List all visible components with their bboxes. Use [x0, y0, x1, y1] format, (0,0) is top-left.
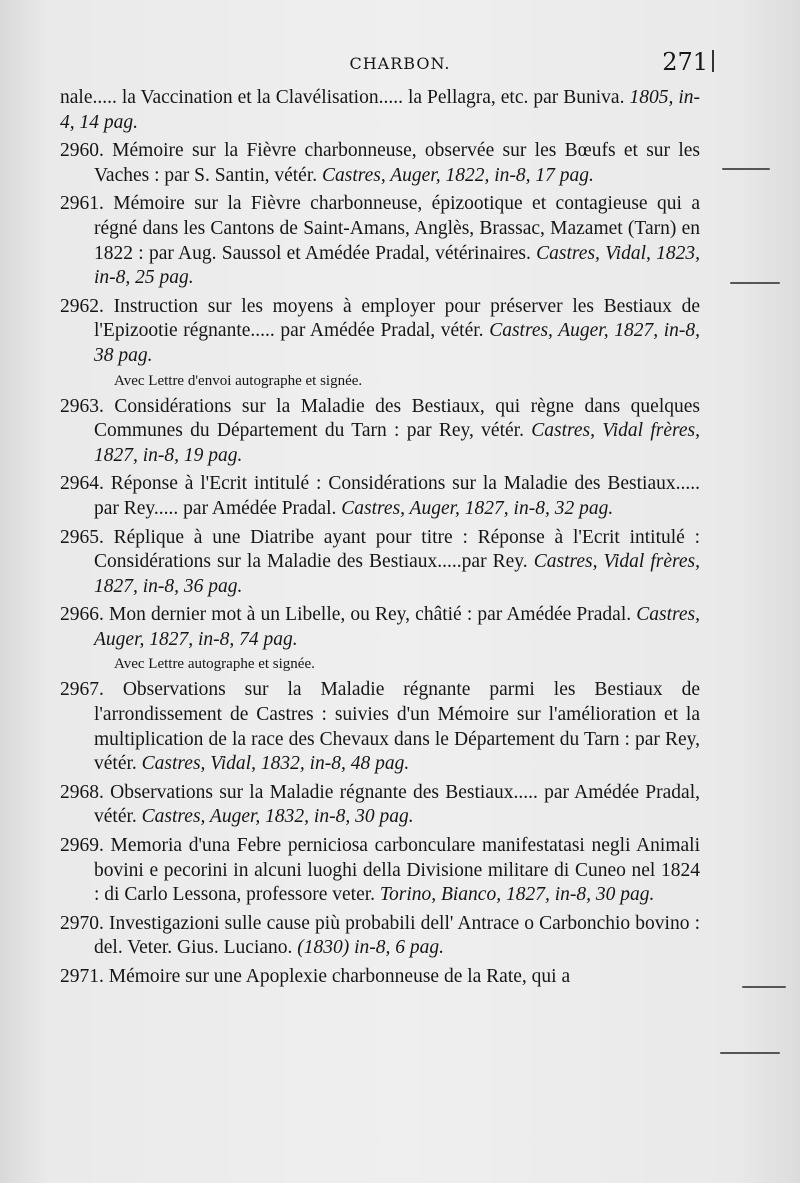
margin-pencil-mark [730, 282, 780, 284]
page-edge-rule [712, 50, 714, 72]
entry-text: Considérations sur la Maladie des Bestiaux, qui règne dans quelques Communes du Département du Tarn : par Rey, vétér. [94, 395, 700, 442]
entry-publication: Castres, Auger, 1827, in-8, 38 pag. [94, 320, 700, 366]
entry-publication: Castres, Auger, 1827, in-8, 32 pag. [341, 497, 614, 519]
entry-publication: Castres, Auger, 1822, in-8, 17 pag. [322, 164, 594, 186]
entry-text: Investigazioni sulle cause più probabili dell' Antrace o Carbonchio bovino : del. Veter. Gius. Luciano. [94, 912, 700, 959]
entry-text: Instruction sur les moyens à employer pour préserver les Bestiaux de l'Epizootie régnante..... par Amédée Pradal, vétér. [94, 295, 701, 342]
entry-continuation [60, 86, 700, 135]
entry-text: Réplique à une Diatribe ayant pour titre : Réponse à l'Ecrit intitulé : Considérations sur la Maladie des Bestiaux.....par Rey. [94, 526, 700, 573]
entry-text: nale..... la Vaccination et la Clavélisation..... la Pellagra, etc. par Buniva. [60, 87, 625, 108]
entry-publication: (1830) in-8, 6 pag. [297, 937, 445, 959]
entry-2962 [60, 295, 700, 369]
entry-number: 2961. [60, 193, 104, 215]
entry-publication: Castres, Auger, 1832, in-8, 30 pag. [141, 806, 414, 828]
entry-number: 2965. [60, 526, 104, 548]
entry-number: 2963. [60, 395, 104, 417]
entry-publication: 1805, in-4, 14 pag. [60, 87, 700, 133]
entry-text: Mon dernier mot à un Libelle, ou Rey, châtié : par Amédée Pradal. [109, 604, 632, 626]
margin-pencil-mark [720, 1052, 780, 1054]
entry-number: 2966. [60, 604, 104, 626]
entry-text: Réponse à l'Ecrit intitulé : Considérations sur la Maladie des Bestiaux..... par Rey..... par Amédée Pradal. [94, 473, 700, 519]
entry-note: Avec Lettre d'envoi autographe et signée. [114, 372, 363, 389]
entry-2965 [60, 526, 700, 600]
entry-number: 2969. [60, 835, 104, 857]
entry-text: Mémoire sur une Apoplexie charbonneuse de la Rate, qui a [108, 966, 571, 987]
entry-2966 [60, 603, 700, 652]
entry-text: Memoria d'una Febre perniciosa carbonculare manifestatasi negli Animali bovini e pecorini in alcuni luoghi della Divisione militare di Cuneo nel 1824 : di Carlo Lessona, professore veter. [94, 835, 701, 906]
entry-number: 2968. [60, 781, 104, 803]
entry-2970 [60, 912, 700, 961]
entry-number: 2971. [60, 966, 104, 987]
entry-text: Observations sur la Maladie régnante des Bestiaux..... par Amédée Pradal, vétér. [94, 781, 700, 828]
running-head: CHARBON. [349, 54, 451, 73]
entry-publication: Castres, Vidal frères, 1827, in-8, 36 pag. [94, 551, 701, 597]
entry-2963 [60, 395, 700, 469]
entry-publication: Castres, Vidal, 1823, in-8, 25 pag. [94, 242, 700, 289]
margin-pencil-mark [742, 986, 786, 988]
entry-text: Mémoire sur la Fièvre charbonneuse, épizootique et contagieuse qui a régné dans les Cantons de Saint-Amans, Anglès, Brassac, Mazamet (Tarn) en 1822 : par Aug. Saussol et Amédée Pradal, vétérinaires. [94, 193, 701, 264]
entry-2961 [60, 192, 700, 290]
entry-2967 [60, 678, 700, 776]
entry-number: 2960. [60, 140, 104, 162]
entry-number: 2962. [60, 295, 104, 317]
entry-2971 [60, 965, 700, 990]
entry-publication: Castres, Auger, 1827, in-8, 74 pag. [94, 604, 700, 650]
entry-2964 [60, 472, 700, 521]
entry-number: 2970. [60, 912, 104, 934]
bibliography-text [60, 86, 700, 994]
entry-publication: Castres, Vidal, 1832, in-8, 48 pag. [141, 753, 410, 775]
margin-pencil-mark [722, 168, 770, 170]
entry-text: Observations sur la Maladie régnante parmi les Bestiaux de l'arrondissement de Castres : suivies d'un Mémoire sur l'amélioration et la multiplication de la race des Chevaux dans le Département du Tarn : par Rey, vétér. [94, 679, 700, 775]
entry-number: 2964. [60, 473, 104, 495]
entry-note: Avec Lettre autographe et signée. [114, 656, 315, 673]
entry-text: Mémoire sur la Fièvre charbonneuse, observée sur les Bœufs et sur les Vaches : par S. Santin, vétér. [94, 140, 700, 186]
entry-2968 [60, 781, 700, 830]
entry-publication: Torino, Bianco, 1827, in-8, 30 pag. [379, 884, 655, 906]
page-header [0, 48, 800, 78]
entry-2960 [60, 139, 700, 188]
entry-2969 [60, 834, 700, 908]
entry-number: 2967. [60, 679, 104, 701]
page-number: 271 [662, 48, 708, 76]
entry-publication: Castres, Vidal frères, 1827, in-8, 19 pag. [94, 420, 700, 466]
